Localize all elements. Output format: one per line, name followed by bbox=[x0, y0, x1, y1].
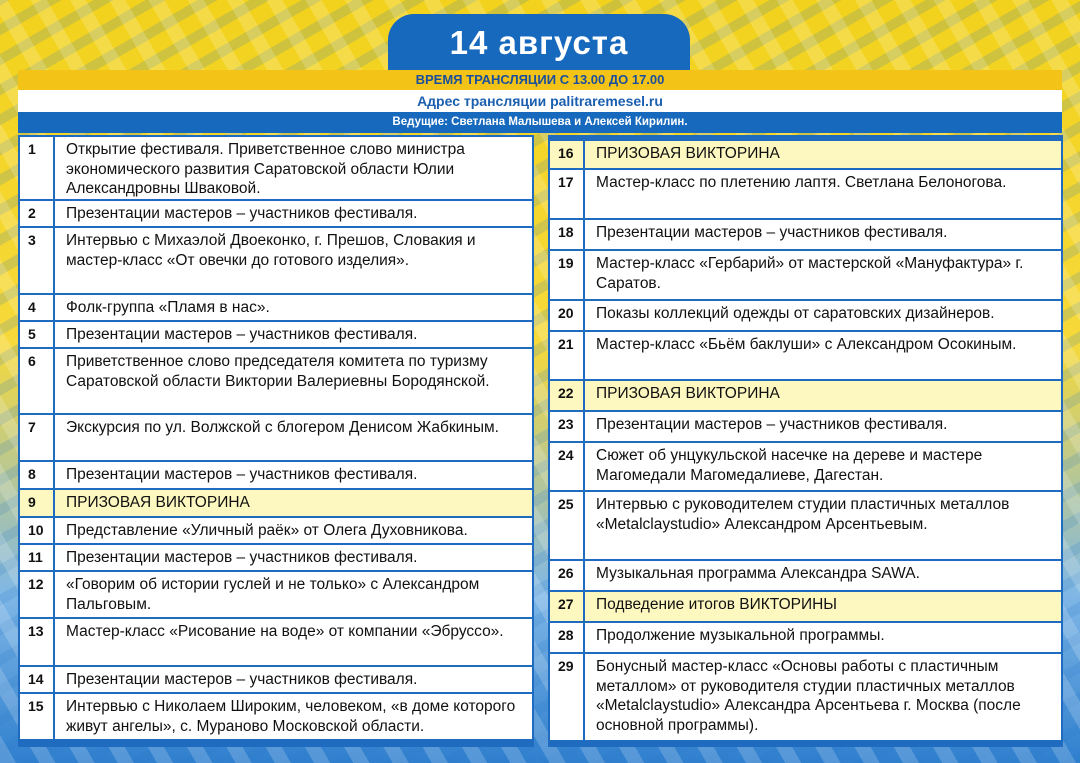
item-number: 28 bbox=[550, 623, 585, 652]
item-number: 21 bbox=[550, 332, 585, 379]
quiz-row bbox=[550, 592, 1061, 621]
schedule-row bbox=[20, 415, 532, 460]
item-number: 23 bbox=[550, 412, 585, 441]
item-number: 20 bbox=[550, 301, 585, 330]
item-number: 10 bbox=[20, 518, 55, 543]
schedule-row bbox=[550, 443, 1061, 490]
item-text: Сюжет об унцукульской насечке на дереве и мастере Магомедали Магомедалиеве, Дагестан. bbox=[596, 447, 983, 484]
item-number: 24 bbox=[550, 443, 585, 490]
schedule-row bbox=[550, 654, 1061, 740]
item-number: 19 bbox=[550, 251, 585, 299]
schedule-row bbox=[20, 228, 532, 293]
schedule-row bbox=[550, 332, 1061, 379]
item-number: 6 bbox=[20, 349, 55, 413]
item-number: 14 bbox=[20, 667, 55, 692]
item-text: Мастер-класс «Бьём баклуши» с Александром Осокиным. bbox=[596, 336, 1017, 353]
schedule-row bbox=[20, 619, 532, 665]
item-text: Мастер-класс по плетению лаптя. Светлана Белоногова. bbox=[596, 174, 1007, 191]
schedule-row bbox=[20, 295, 532, 320]
schedule-row bbox=[550, 251, 1061, 299]
item-number: 18 bbox=[550, 220, 585, 249]
quiz-row bbox=[550, 141, 1061, 168]
item-number: 16 bbox=[550, 141, 585, 168]
item-text: Мастер-класс «Рисование на воде» от компании «Эбруссо». bbox=[66, 623, 504, 640]
schedule-left-column bbox=[18, 135, 534, 747]
schedule-row bbox=[20, 462, 532, 488]
item-text: Бонусный мастер-класс «Основы работы с пластичным металлом» от руководителя студии пластичных металлов «Metalclaystudio» Александра Арсентьева г. Москва (после основной программы). bbox=[596, 658, 1021, 734]
item-text: Подведение итогов ВИКТОРИНЫ bbox=[596, 596, 838, 613]
item-text: Мастер-класс «Гербарий» от мастерской «Мануфактура» г. Саратов. bbox=[596, 255, 1024, 292]
item-number: 3 bbox=[20, 228, 55, 293]
item-number: 13 bbox=[20, 619, 55, 665]
item-text: Интервью с Николаем Широким, человеком, «в доме которого живут ангелы», с. Мураново Московской области. bbox=[66, 698, 516, 735]
item-text: Презентации мастеров – участников фестиваля. bbox=[596, 416, 948, 433]
date-title: 14 августа bbox=[388, 14, 690, 72]
schedule-row bbox=[20, 201, 532, 226]
item-number: 11 bbox=[20, 545, 55, 570]
schedule-row bbox=[550, 623, 1061, 652]
item-number: 12 bbox=[20, 572, 55, 617]
broadcast-time-bar: ВРЕМЯ ТРАНСЛЯЦИИ С 13.00 ДО 17.00 bbox=[18, 70, 1062, 90]
schedule-row bbox=[550, 412, 1061, 441]
item-text: Продолжение музыкальной программы. bbox=[596, 627, 885, 644]
item-number: 8 bbox=[20, 462, 55, 488]
item-text: Презентации мастеров – участников фестиваля. bbox=[66, 205, 418, 222]
schedule-row bbox=[20, 667, 532, 692]
schedule-row bbox=[20, 322, 532, 347]
item-text: Открытие фестиваля. Приветственное слово министра экономического развития Саратовской области Юлии Александровны Шваковой. bbox=[66, 141, 465, 197]
schedule-row bbox=[550, 301, 1061, 330]
item-number: 26 bbox=[550, 561, 585, 590]
schedule-row bbox=[550, 492, 1061, 559]
item-number: 25 bbox=[550, 492, 585, 559]
item-text: Показы коллекций одежды от саратовских дизайнеров. bbox=[596, 305, 995, 322]
broadcast-address-bar: Адрес трансляции palitraremesel.ru bbox=[18, 90, 1062, 112]
item-text: Презентации мастеров – участников фестиваля. bbox=[66, 549, 418, 566]
schedule-row bbox=[550, 220, 1061, 249]
item-text: Презентации мастеров – участников фестиваля. bbox=[66, 671, 418, 688]
item-number: 17 bbox=[550, 170, 585, 218]
item-number: 1 bbox=[20, 137, 55, 199]
schedule-row bbox=[550, 561, 1061, 590]
schedule-row bbox=[20, 137, 532, 199]
item-text: Музыкальная программа Александра SAWA. bbox=[596, 565, 920, 582]
item-number: 9 bbox=[20, 490, 55, 516]
item-text: Презентации мастеров – участников фестиваля. bbox=[66, 326, 418, 343]
item-text: ПРИЗОВАЯ ВИКТОРИНА bbox=[596, 145, 780, 162]
item-text: Фолк-группа «Пламя в нас». bbox=[66, 299, 270, 316]
quiz-row bbox=[20, 490, 532, 516]
item-number: 5 bbox=[20, 322, 55, 347]
schedule-row bbox=[20, 694, 532, 739]
schedule-row bbox=[550, 170, 1061, 218]
item-text: Приветственное слово председателя комитета по туризму Саратовской области Виктории Валериевны Бородянской. bbox=[66, 353, 490, 390]
item-text: «Говорим об истории гуслей и не только» с Александром Пальговым. bbox=[66, 576, 480, 613]
item-number: 2 bbox=[20, 201, 55, 226]
schedule-row bbox=[20, 518, 532, 543]
hosts-bar: Ведущие: Светлана Малышева и Алексей Кирилин. bbox=[18, 112, 1062, 133]
item-text: ПРИЗОВАЯ ВИКТОРИНА bbox=[66, 494, 250, 511]
schedule-row bbox=[20, 572, 532, 617]
item-number: 7 bbox=[20, 415, 55, 460]
item-text: Презентации мастеров – участников фестиваля. bbox=[66, 466, 418, 483]
quiz-row bbox=[550, 381, 1061, 410]
schedule-right-column bbox=[548, 135, 1063, 747]
item-text: ПРИЗОВАЯ ВИКТОРИНА bbox=[596, 385, 780, 402]
item-number: 22 bbox=[550, 381, 585, 410]
item-number: 29 bbox=[550, 654, 585, 740]
schedule-row bbox=[20, 545, 532, 570]
item-number: 27 bbox=[550, 592, 585, 621]
item-text: Интервью с руководителем студии пластичных металлов «Metalclaystudio» Александром Арсентьевым. bbox=[596, 496, 1010, 533]
item-text: Экскурсия по ул. Волжской с блогером Денисом Жабкиным. bbox=[66, 419, 499, 436]
item-number: 15 bbox=[20, 694, 55, 739]
item-text: Представление «Уличный раёк» от Олега Духовникова. bbox=[66, 522, 468, 539]
item-text: Интервью с Михаэлой Двоеконко, г. Прешов, Словакия и мастер-класс «От овечки до готового изделия». bbox=[66, 232, 476, 269]
item-text: Презентации мастеров – участников фестиваля. bbox=[596, 224, 948, 241]
schedule-row bbox=[20, 349, 532, 413]
item-number: 4 bbox=[20, 295, 55, 320]
